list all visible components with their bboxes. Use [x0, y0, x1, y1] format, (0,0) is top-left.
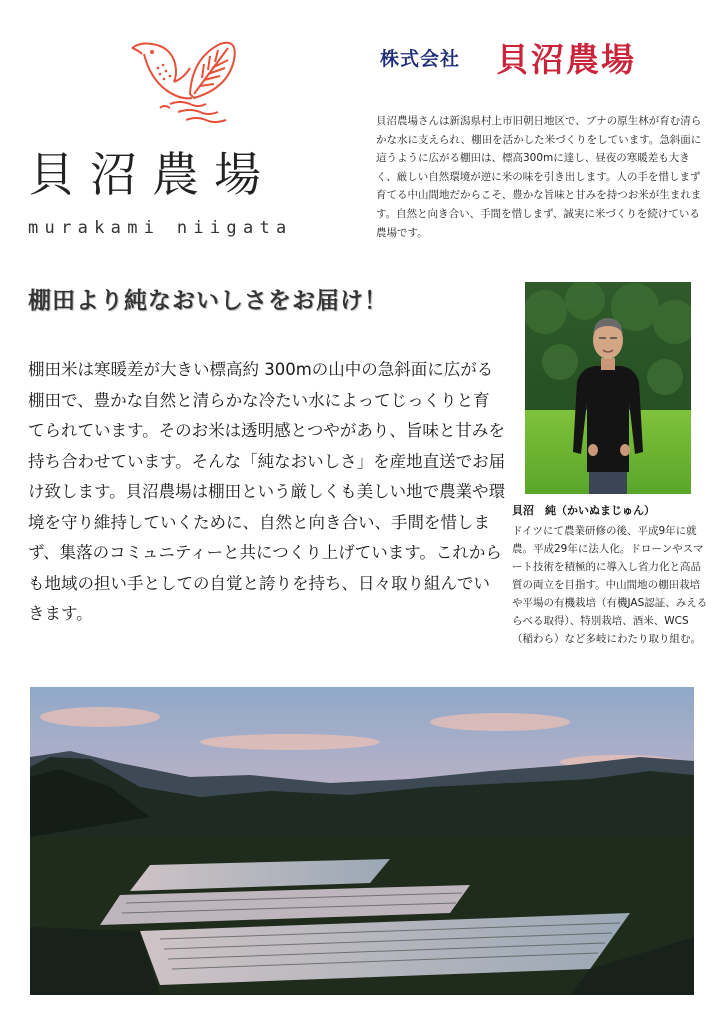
intro-paragraph: 貝沼農場さんは新潟県村上市旧朝日地区で、ブナの原生林が育む清らかな水に支えられ、棚田を活かした米づくりをしています。急斜面に這うように広がる棚田は、標高300mに達し、昼夜の寒暖差も大きく、厳しい自然環境が逆に米の味を引き出します。人の手を惜しまず育てる中山間地だからこそ、豊かな旨味と甘みを持つお米が生まれます。自然と向き合い、手間を惜しまず、誠実に米づくりを続けている農場です。	[376, 115, 702, 239]
terraced-rice-field-photo	[30, 687, 694, 995]
company-name: 貝沼農場	[496, 40, 636, 79]
farm-logo-bird-icon	[130, 38, 240, 133]
main-headline: 棚田より純なおいしさをお届け！	[28, 287, 388, 314]
logo-subtitle: murakami niigata	[28, 218, 293, 238]
farmer-bio: ドイツにて農業研修の後、平成9年に就農。平成29年に法人化。ドローンやスマート技術を積極的に導入し省力化と高品質の両立を目指す。中山間地の棚田栽培や平場の有機栽培（有機JAS認証、みえるらべる取得）、特別栽培、酒米、WCS（稲わら）など多岐にわたり取り組む。	[512, 525, 708, 645]
logo-title: 貝沼農場	[28, 148, 276, 203]
farmer-name: 貝沼 純（かいぬまじゅん）	[512, 504, 655, 517]
main-body-paragraph: 棚田米は寒暖差が大きい標高約 300mの山中の急斜面に広がる棚田で、豊かな自然と清らかな冷たい水によってじっくりと育てられています。そのお米は透明感とつやがあり、旨味と甘みを持ち合わせています。そんな「純なおいしさ」を産地直送でお届け致します。貝沼農場は棚田という厳しくも美しい地で農業や環境を守り維持していくために、自然と向き合い、手間を惜しまず、集落のコミュニティーと共につくり上げています。これからも地域の担い手としての自覚と誇りを持ち、日々取り組んでいきます。	[28, 360, 506, 623]
farmer-portrait-photo	[525, 282, 691, 494]
company-prefix: 株式会社	[380, 48, 461, 70]
